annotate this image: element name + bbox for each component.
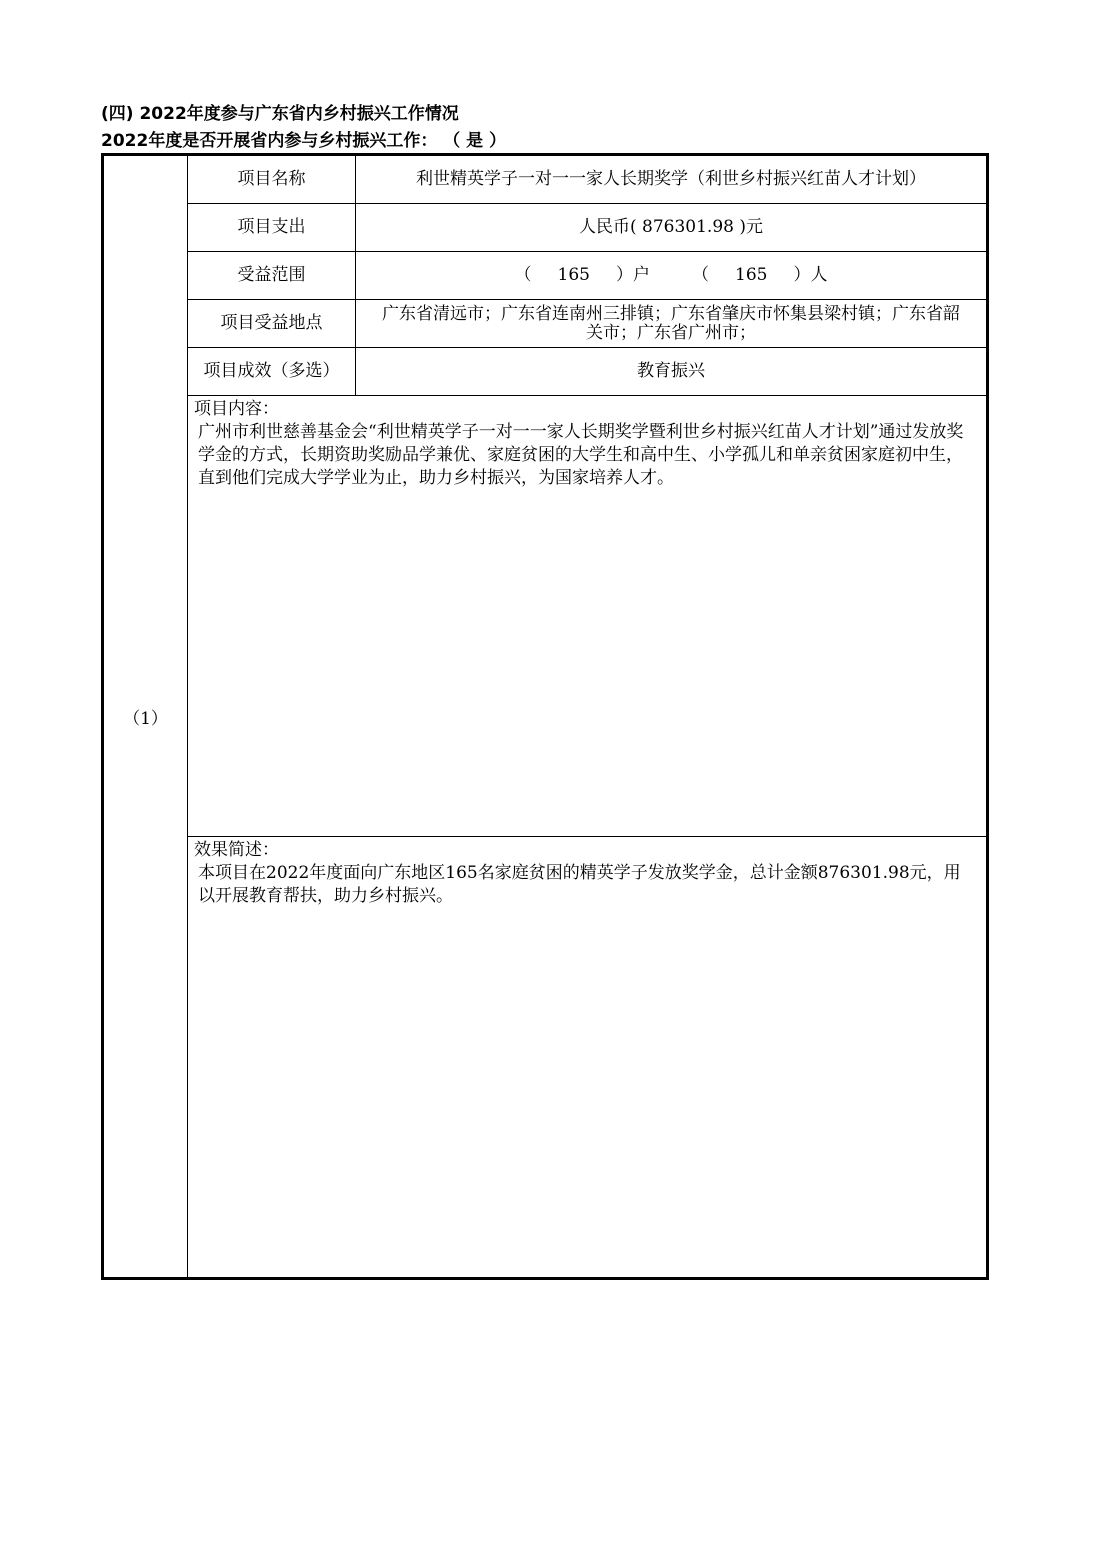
sequence-cell: [103, 155, 188, 1279]
row-project-effect: [103, 348, 988, 396]
scope-people-count: 165: [735, 265, 768, 285]
scope-households-count: 165: [557, 265, 590, 285]
row-project-name: [103, 155, 988, 204]
value-benefit-scope: [356, 252, 988, 300]
label-project-expense: 项目支出: [188, 204, 356, 252]
project-content-cell: [188, 396, 988, 837]
effect-summary-label: 效果简述：: [194, 840, 279, 860]
value-benefit-location: 广东省清远市；广东省连南州三排镇；广东省肇庆市怀集县梁村镇；广东省韶关市；广东省广州市；: [356, 300, 988, 348]
project-table: [101, 153, 989, 1280]
row-benefit-scope: [103, 252, 988, 300]
label-project-effect: 项目成效（多选）: [188, 348, 356, 396]
scope-open-paren-2: （: [692, 265, 709, 285]
value-project-effect: 教育振兴: [356, 348, 988, 396]
sequence-number: （1）: [123, 709, 168, 729]
label-benefit-location: 项目受益地点: [188, 300, 356, 348]
row-effect-summary: [103, 837, 988, 1279]
project-content-text: 广州市利世慈善基金会“利世精英学子一对一一家人长期奖学暨利世乡村振兴红苗人才计划”通过发放奖学金的方式，长期资助奖励品学兼优、家庭贫困的大学生和高中生、小学孤儿和单亲贫困家庭初中生，直到他们完成大学学业为止，助力乡村振兴，为国家培养人才。: [198, 422, 964, 488]
project-content-label: 项目内容：: [194, 399, 279, 419]
effect-summary-cell: [188, 837, 988, 1279]
scope-people-unit: ）人: [793, 265, 828, 285]
value-project-expense: 人民币( 876301.98 )元: [356, 204, 988, 252]
row-project-content: [103, 396, 988, 837]
scope-households-unit: ）户: [616, 265, 650, 285]
scope-open-paren: （: [514, 265, 532, 285]
row-benefit-location: [103, 300, 988, 348]
section-title: (四) 2022年度参与广东省内乡村振兴工作情况: [101, 104, 459, 124]
label-benefit-scope: 受益范围: [188, 252, 356, 300]
row-project-expense: [103, 204, 988, 252]
effect-summary-text: 本项目在2022年度面向广东地区165名家庭贫困的精英学子发放奖学金，总计金额876301.98元，用以开展教育帮扶，助力乡村振兴。: [198, 863, 961, 906]
label-project-name: 项目名称: [188, 155, 356, 204]
value-project-name: 利世精英学子一对一一家人长期奖学（利世乡村振兴红苗人才计划）: [356, 155, 988, 204]
status-line: 2022年度是否开展省内参与乡村振兴工作： （ 是 ）: [101, 131, 507, 151]
